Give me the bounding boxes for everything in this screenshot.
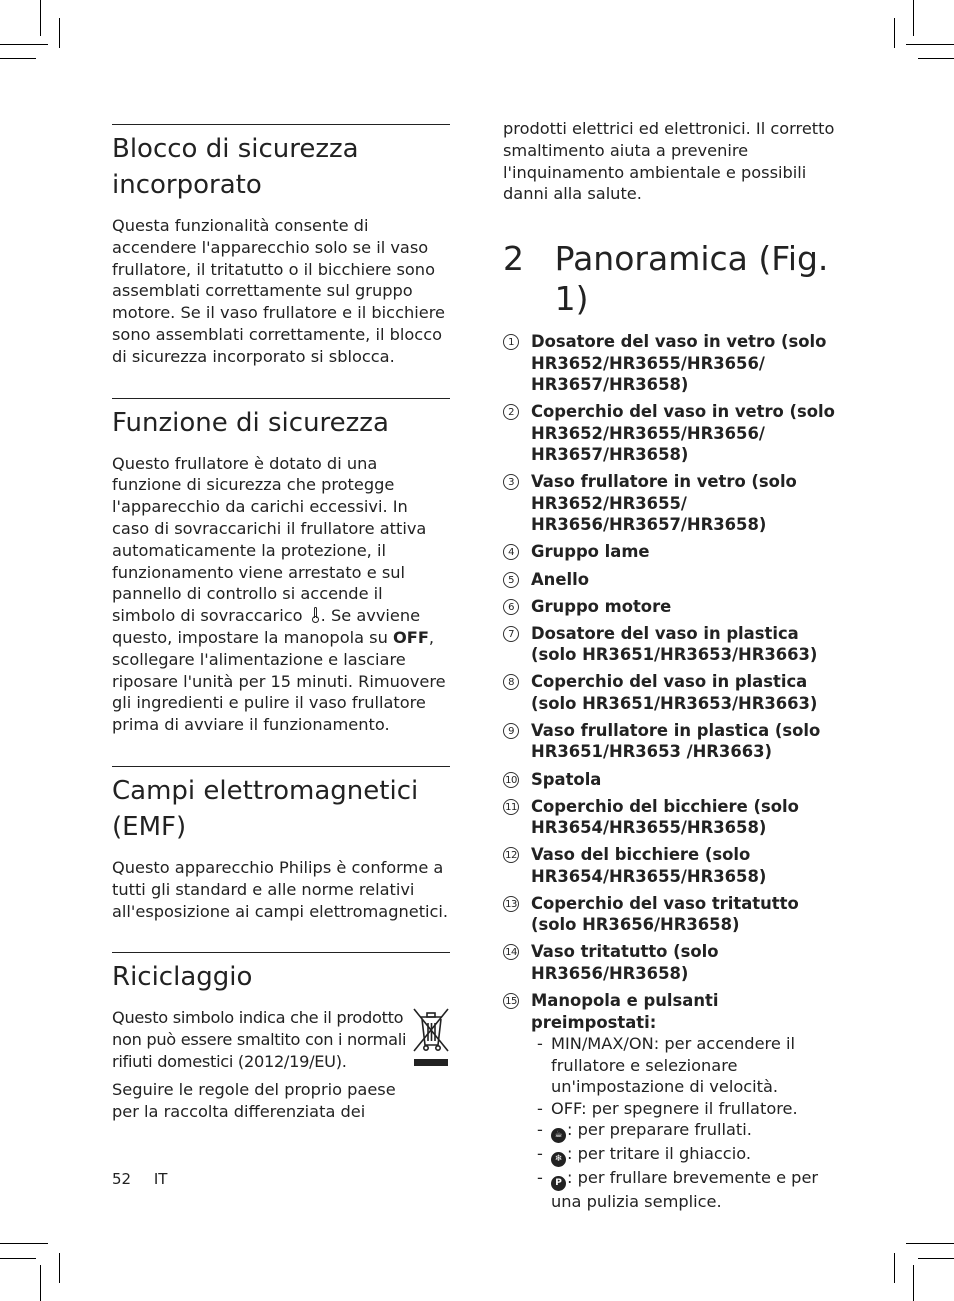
- item-number-badge: 2: [503, 404, 519, 420]
- crop-mark: [0, 58, 36, 59]
- crop-mark: [906, 1243, 954, 1244]
- parts-list: [503, 331, 843, 1033]
- preset-description: MIN/MAX/ON: per accendere il frullatore e selezionare un'impostazione di velocità.: [551, 1034, 795, 1096]
- crop-mark: [918, 1258, 954, 1259]
- chapter-title: Panoramica (Fig. 1): [554, 239, 829, 319]
- preset-text: [551, 1033, 843, 1098]
- section-body: Questo apparecchio Philips è conforme a tutti gli standard e alle norme relativi all'esposizione ai campi elettromagnetici.: [112, 857, 449, 921]
- dash: -: [537, 1168, 543, 1187]
- item-number-badge: 14: [503, 944, 519, 960]
- overload-thermometer-icon: [310, 607, 319, 623]
- off-setting-label: OFF: [393, 627, 429, 647]
- section-emf: [112, 766, 450, 922]
- list-item: [503, 541, 843, 563]
- list-item: [503, 623, 843, 666]
- section-body: Seguire le regole del proprio paese per la raccolta differenziata dei: [112, 1079, 396, 1121]
- pulse-icon: P: [551, 1176, 566, 1191]
- item-label: Vaso frullatore in vetro (solo HR3652/HR3655/ HR3656/HR3657/HR3658): [531, 472, 797, 535]
- item-label: Coperchio del vaso in vetro (solo HR3652/HR3655/HR3656/ HR3657/HR3658): [531, 402, 835, 465]
- chapter-number: 2: [503, 239, 524, 279]
- item-number-badge: 11: [503, 799, 519, 815]
- preset-item: [537, 1033, 843, 1098]
- preset-item: [537, 1167, 843, 1213]
- crop-mark: [40, 1265, 41, 1301]
- item-label: Gruppo motore: [531, 596, 672, 616]
- preset-text: [551, 1119, 752, 1143]
- page-number: 52: [112, 1170, 132, 1188]
- item-number-badge: 5: [503, 572, 519, 588]
- body-text: , scollegare l'alimentazione e lasciare riposare l'unità per 15 minuti. Rimuovere gli ingredienti e pulire il vaso frullatore prima di avviare il funzionamento.: [112, 627, 446, 735]
- section-title: Blocco di sicurezza incorporato: [112, 134, 359, 200]
- preset-text: [551, 1098, 798, 1120]
- section-safety-function: [112, 398, 450, 736]
- item-label: Spatola: [531, 769, 602, 789]
- chapter-heading: [503, 239, 843, 319]
- crop-mark: [894, 18, 895, 48]
- list-item: [503, 720, 843, 763]
- body-text: . Se avviene questo, impostare la manopola su: [112, 606, 421, 647]
- right-column: [503, 118, 843, 1213]
- dash: -: [537, 1120, 543, 1139]
- recycle-block: [112, 1007, 450, 1122]
- page-footer: [112, 1170, 185, 1188]
- recycling-continued: prodotti elettrici ed elettronici. Il corretto smaltimento aiuta a prevenire l'inquinamento ambientale e possibili danni alla salute.: [503, 119, 835, 204]
- item-number-badge: 8: [503, 674, 519, 690]
- item-number-badge: 13: [503, 896, 519, 912]
- list-item: [503, 941, 843, 984]
- list-item: [503, 796, 843, 839]
- item-label: Coperchio del vaso in plastica (solo HR3651/HR3653/HR3663): [531, 672, 818, 713]
- item-label: Dosatore del vaso in vetro (solo HR3652/HR3655/HR3656/ HR3657/HR3658): [531, 332, 827, 395]
- item-number-badge: 4: [503, 544, 519, 560]
- item-label: Dosatore del vaso in plastica (solo HR3651/HR3653/HR3663): [531, 623, 818, 665]
- section-body: Questo simbolo indica che il prodotto non può essere smaltito con i normali rifiuti domestici (2012/19/EU).: [112, 1008, 407, 1071]
- list-item: [503, 596, 843, 618]
- presets-list: [537, 1033, 843, 1213]
- crop-mark: [40, 0, 41, 36]
- section-safety-lock: [112, 124, 450, 368]
- crop-mark: [59, 1253, 60, 1283]
- list-item: [503, 769, 843, 791]
- crop-mark: [918, 58, 954, 59]
- left-column: [112, 124, 450, 1122]
- item-number-badge: 10: [503, 772, 519, 788]
- dash: -: [537, 1034, 543, 1053]
- dash: -: [537, 1098, 543, 1118]
- body-text: Questo frullatore è dotato di una funzione di sicurezza che protegge l'apparecchio da carichi eccessivi. In caso di sovraccarichi il frullatore attiva automaticamente la protezione, il funzionamento viene arrestato e sul pannello di controllo si accende il simbolo di sovraccarico: [112, 453, 427, 626]
- section-title: Riciclaggio: [112, 962, 253, 993]
- item-number-badge: 7: [503, 626, 519, 642]
- list-item: [503, 569, 843, 591]
- preset-description: OFF: per spegnere il frullatore.: [551, 1098, 798, 1118]
- item-label: Coperchio del bicchiere (solo HR3654/HR3655/HR3658): [531, 796, 799, 838]
- crop-mark: [0, 1258, 36, 1259]
- list-item: [503, 671, 843, 714]
- item-label: Coperchio del vaso tritatutto (solo HR3656/HR3658): [531, 893, 799, 935]
- language-code: IT: [153, 1170, 168, 1188]
- item-label: Vaso tritatutto (solo HR3656/HR3658): [531, 942, 719, 983]
- list-item: [503, 893, 843, 936]
- crop-mark: [913, 0, 914, 36]
- list-item: [503, 471, 843, 536]
- preset-description: : per preparare frullati.: [567, 1120, 752, 1139]
- item-label: Vaso del bicchiere (solo HR3654/HR3655/HR3658): [531, 845, 767, 886]
- item-number-badge: 12: [503, 847, 519, 863]
- section-body: [112, 453, 450, 736]
- preset-item: [537, 1098, 843, 1120]
- section-body: Questa funzionalità consente di accendere l'apparecchio solo se il vaso frullatore, il tritatutto o il bicchiere sono assemblati correttamente sul gruppo motore. Se il vaso frullatore e il bicchiere sono assemblati correttamente, il blocco di sicurezza incorporato si sblocca.: [112, 216, 445, 366]
- list-item: [503, 401, 843, 466]
- item-number-badge: 6: [503, 599, 519, 615]
- ice-crush-icon: ❄: [551, 1152, 566, 1167]
- crop-mark: [59, 18, 60, 48]
- preset-item: [537, 1143, 843, 1167]
- list-item: [503, 844, 843, 887]
- preset-description: : per frullare brevemente e per una pulizia semplice.: [551, 1168, 819, 1211]
- item-label: Vaso frullatore in plastica (solo HR3651/HR3653 /HR3663): [531, 720, 821, 762]
- crop-mark: [0, 44, 48, 45]
- item-number-badge: 3: [503, 474, 519, 490]
- section-recycling: [112, 952, 450, 1122]
- crossed-out-wheelie-bin-icon: [412, 1007, 450, 1071]
- item-label: Anello: [531, 569, 589, 589]
- crop-mark: [894, 1253, 895, 1283]
- dash: -: [537, 1144, 543, 1163]
- crop-mark: [913, 1265, 914, 1301]
- preset-text: [551, 1143, 751, 1167]
- crop-mark: [0, 1243, 48, 1244]
- list-item: [503, 331, 843, 396]
- list-item: [503, 990, 843, 1033]
- crop-mark: [906, 44, 954, 45]
- item-number-badge: 1: [503, 334, 519, 350]
- smoothie-icon: ☕: [551, 1128, 566, 1143]
- preset-item: [537, 1119, 843, 1143]
- item-number-badge: 15: [503, 993, 519, 1009]
- preset-description: : per tritare il ghiaccio.: [567, 1144, 751, 1163]
- item-label: Gruppo lame: [531, 542, 650, 562]
- preset-text: [551, 1167, 843, 1213]
- item-label: Manopola e pulsanti preimpostati:: [531, 991, 719, 1032]
- item-number-badge: 9: [503, 723, 519, 739]
- section-title: Funzione di sicurezza: [112, 407, 389, 438]
- section-title: Campi elettromagnetici (EMF): [112, 775, 419, 842]
